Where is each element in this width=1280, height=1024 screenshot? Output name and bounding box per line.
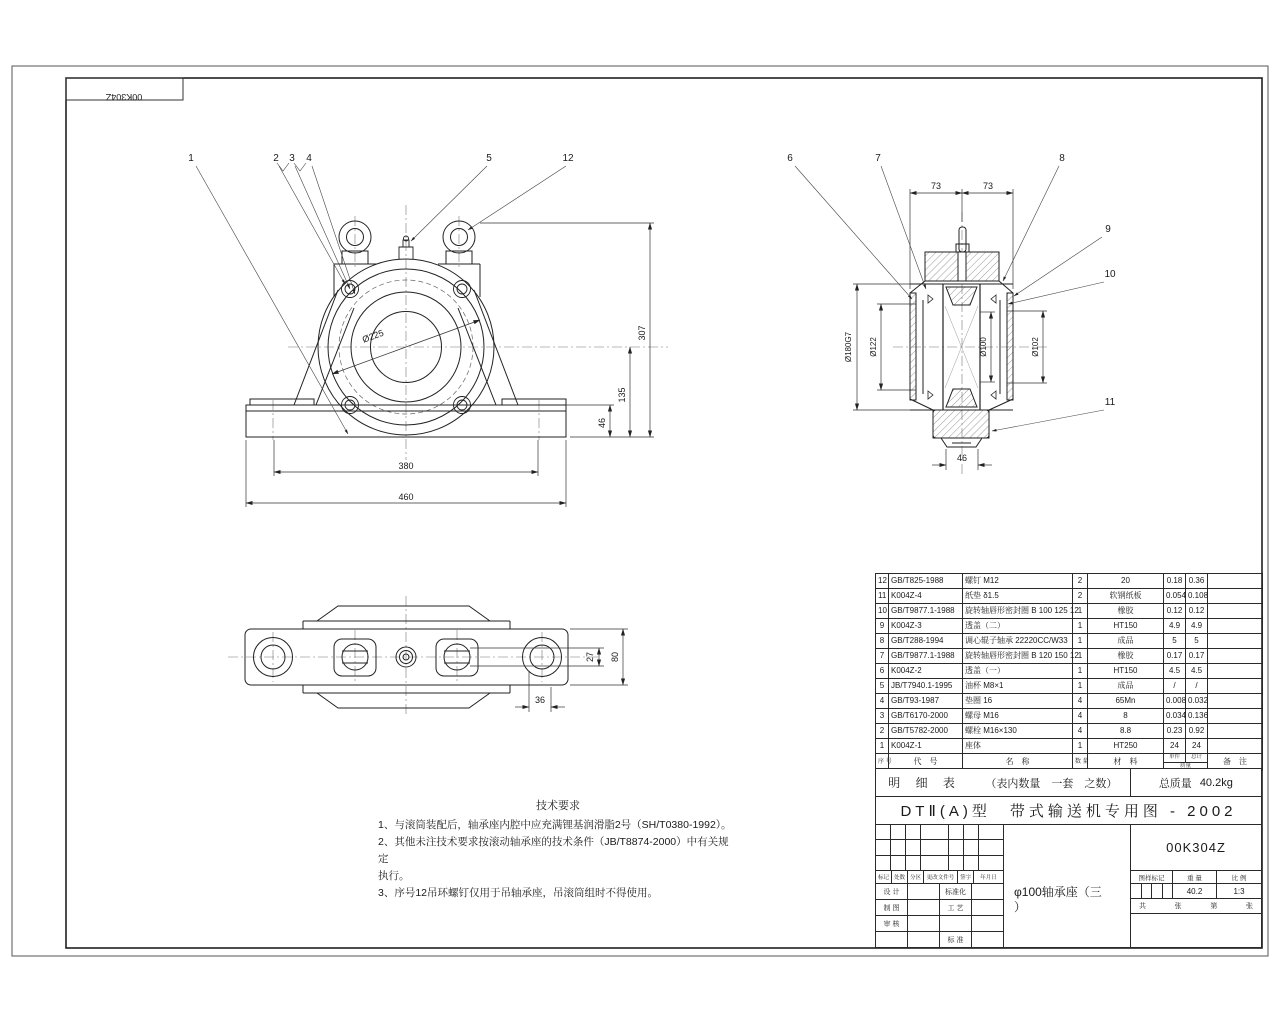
svg-text:8: 8 xyxy=(1059,153,1065,164)
part-qty: 4 xyxy=(1073,709,1088,724)
mark-cells xyxy=(1131,884,1173,898)
part-note xyxy=(1208,679,1263,694)
part-name: 透盖（二） xyxy=(963,619,1073,634)
front-view-dims xyxy=(246,223,654,507)
parts-list-table xyxy=(875,573,1263,771)
part-name: 螺钉 M12 xyxy=(963,574,1073,589)
svg-text:6: 6 xyxy=(787,153,793,164)
parts-row xyxy=(876,679,1263,694)
part-material: 软钢纸板 xyxy=(1088,589,1164,604)
part-title xyxy=(1004,871,1131,947)
part-note xyxy=(1208,604,1263,619)
part-material: HT250 xyxy=(1088,739,1164,754)
part-no: 3 xyxy=(876,709,889,724)
part-code: GB/T6170-2000 xyxy=(889,709,963,724)
scale-header: 比 例 xyxy=(1231,874,1247,882)
part-no: 7 xyxy=(876,649,889,664)
rev-header: 签字 xyxy=(958,871,974,883)
part-no: 9 xyxy=(876,619,889,634)
role-design: 设 计 xyxy=(876,884,908,900)
drawing-series-title: DTⅡ(A)型 带式输送机专用图 - 2002 xyxy=(875,797,1262,825)
tech-req-title: 技术要求 xyxy=(536,800,580,812)
part-note xyxy=(1208,574,1263,589)
part-qty: 1 xyxy=(1073,634,1088,649)
drawing-code: 00K304Z xyxy=(1130,825,1261,871)
part-code: GB/T825-1988 xyxy=(889,574,963,589)
svg-text:Ø180G7: Ø180G7 xyxy=(844,331,853,363)
plan-view-dim-labels xyxy=(535,652,620,705)
part-no: 1 xyxy=(876,739,889,754)
part-material: 成品 xyxy=(1088,634,1164,649)
part-total-weight: 4.9 xyxy=(1186,619,1208,634)
part-code: GB/T9877.1-1988 xyxy=(889,649,963,664)
part-name-line1: φ100轴承座（三 xyxy=(1014,885,1102,899)
section-view xyxy=(893,212,1050,476)
svg-text:1: 1 xyxy=(188,153,194,164)
parts-row xyxy=(876,619,1263,634)
rev-header: 更改文件号 xyxy=(924,871,958,883)
svg-text:80: 80 xyxy=(610,651,620,663)
part-unit-weight: 4.5 xyxy=(1164,664,1186,679)
svg-text:2: 2 xyxy=(273,153,279,164)
part-no: 6 xyxy=(876,664,889,679)
part-unit-weight: 0.12 xyxy=(1164,604,1186,619)
svg-text:Ø122: Ø122 xyxy=(869,337,878,357)
part-note xyxy=(1208,709,1263,724)
svg-text:73: 73 xyxy=(930,181,942,191)
parts-row xyxy=(876,724,1263,739)
sheet-count-row xyxy=(1131,899,1261,914)
detail-table-label: 明 细 表 xyxy=(888,776,961,790)
part-material: 橡胶 xyxy=(1088,649,1164,664)
part-material: 橡胶 xyxy=(1088,604,1164,619)
weight-value: 40.2 xyxy=(1173,884,1217,898)
front-view-callout-labels xyxy=(188,153,574,164)
svg-text:46: 46 xyxy=(956,453,968,463)
part-unit-weight: 24 xyxy=(1164,739,1186,754)
sheets-label: 张 xyxy=(1174,903,1182,910)
part-note xyxy=(1208,724,1263,739)
parts-row xyxy=(876,604,1263,619)
weight-header: 重 量 xyxy=(1173,871,1217,883)
svg-text:36: 36 xyxy=(534,695,546,705)
part-unit-weight: 0.054 xyxy=(1164,589,1186,604)
svg-text:9: 9 xyxy=(1105,224,1111,235)
part-total-weight: 0.108 xyxy=(1186,589,1208,604)
part-material: 8 xyxy=(1088,709,1164,724)
part-no: 12 xyxy=(876,574,889,589)
section-view-callouts xyxy=(795,166,1104,431)
col-header-code: 代 号 xyxy=(889,754,963,771)
role-process: 工 艺 xyxy=(940,900,972,916)
part-qty: 4 xyxy=(1073,724,1088,739)
weight-scale-block xyxy=(1131,871,1261,947)
plan-view-dims xyxy=(470,629,628,712)
part-unit-weight: 0.18 xyxy=(1164,574,1186,589)
tech-req-line: 3、序号12吊环螺钉仅用于吊轴承座，吊滚筒组时不得使用。 xyxy=(378,887,659,899)
part-note xyxy=(1208,634,1263,649)
blank-cell xyxy=(1004,825,1130,871)
role-standard: 标 准 xyxy=(940,932,972,948)
svg-text:73: 73 xyxy=(982,181,994,191)
svg-text:135: 135 xyxy=(617,387,627,403)
rev-header: 标记 xyxy=(876,871,892,883)
svg-text:4: 4 xyxy=(306,153,312,164)
part-no: 4 xyxy=(876,694,889,709)
part-name: 透盖（一） xyxy=(963,664,1073,679)
part-name: 油杯 M8×1 xyxy=(963,679,1073,694)
col-header-qty: 数 量 xyxy=(1073,754,1088,771)
part-name: 螺母 M16 xyxy=(963,709,1073,724)
role-standardization: 标准化 xyxy=(940,884,972,900)
svg-text:3: 3 xyxy=(289,153,295,164)
parts-row xyxy=(876,574,1263,589)
part-note xyxy=(1208,664,1263,679)
part-unit-weight: 4.9 xyxy=(1164,619,1186,634)
part-note xyxy=(1208,694,1263,709)
part-code: GB/T5782-2000 xyxy=(889,724,963,739)
parts-row xyxy=(876,664,1263,679)
rev-header: 年月日 xyxy=(974,871,1004,883)
part-code: K004Z-2 xyxy=(889,664,963,679)
part-material: 65Mn xyxy=(1088,694,1164,709)
corner-code: 00K304Z xyxy=(105,92,143,102)
part-no: 2 xyxy=(876,724,889,739)
revision-grid xyxy=(876,825,1004,871)
signature-block xyxy=(876,871,1004,947)
part-material: HT150 xyxy=(1088,664,1164,679)
part-no: 10 xyxy=(876,604,889,619)
part-name: 旋转轴唇形密封圈 B 120 150 12 xyxy=(963,649,1073,664)
svg-text:Ø225: Ø225 xyxy=(360,327,386,345)
svg-text:Ø102: Ø102 xyxy=(1031,337,1040,357)
svg-text:5: 5 xyxy=(486,153,492,164)
parts-row xyxy=(876,694,1263,709)
part-unit-weight: 0.008 xyxy=(1164,694,1186,709)
quantity-note: （表内数量 一套 之数） xyxy=(985,777,1118,790)
parts-row xyxy=(876,649,1263,664)
sheet-no-label: 第 xyxy=(1210,903,1218,910)
tech-req-line: 执行。 xyxy=(378,870,410,882)
part-material: 成品 xyxy=(1088,679,1164,694)
scale-value: 1:3 xyxy=(1233,886,1245,896)
part-code: GB/T288-1994 xyxy=(889,634,963,649)
part-qty: 1 xyxy=(1073,664,1088,679)
rev-header: 分区 xyxy=(908,871,924,883)
part-name: 座体 xyxy=(963,739,1073,754)
svg-text:12: 12 xyxy=(562,153,574,164)
part-note xyxy=(1208,739,1263,754)
col-header-name: 名 称 xyxy=(963,754,1073,771)
part-name: 螺栓 M16×130 xyxy=(963,724,1073,739)
svg-text:Ø100: Ø100 xyxy=(979,337,988,357)
parts-row xyxy=(876,589,1263,604)
part-unit-weight: / xyxy=(1164,679,1186,694)
part-material: 20 xyxy=(1088,574,1164,589)
part-note xyxy=(1208,619,1263,634)
part-qty: 2 xyxy=(1073,589,1088,604)
col-header-mass: 质量 xyxy=(1179,762,1191,769)
part-qty: 1 xyxy=(1073,619,1088,634)
role-drawn: 制 图 xyxy=(876,900,908,916)
svg-text:380: 380 xyxy=(398,461,414,471)
svg-text:7: 7 xyxy=(875,153,881,164)
parts-row xyxy=(876,739,1263,754)
part-unit-weight: 0.17 xyxy=(1164,649,1186,664)
revision-grid-zone xyxy=(875,825,1262,871)
part-qty: 1 xyxy=(1073,679,1088,694)
rev-header: 处数 xyxy=(892,871,908,883)
part-no: 11 xyxy=(876,589,889,604)
svg-text:460: 460 xyxy=(398,492,414,502)
part-total-weight: 24 xyxy=(1186,739,1208,754)
part-name: 垫圈 16 xyxy=(963,694,1073,709)
part-code: JB/T7940.1-1995 xyxy=(889,679,963,694)
sheets-label2: 张 xyxy=(1245,903,1253,910)
svg-text:11: 11 xyxy=(1104,397,1116,408)
tech-req-line: 2、其他未注技术要求按滚动轴承座的技术条件（JB/T8874-2000）中有关规定 xyxy=(378,836,729,865)
part-qty: 1 xyxy=(1073,604,1088,619)
parts-row xyxy=(876,709,1263,724)
svg-text:307: 307 xyxy=(637,325,647,341)
part-code: GB/T9877.1-1988 xyxy=(889,604,963,619)
summary-row xyxy=(875,768,1262,797)
part-code: GB/T93-1987 xyxy=(889,694,963,709)
part-qty: 1 xyxy=(1073,649,1088,664)
svg-text:46: 46 xyxy=(597,417,607,429)
col-header-total: 总计 xyxy=(1190,754,1202,760)
col-header-no: 序 号 xyxy=(876,754,889,771)
part-total-weight: 0.12 xyxy=(1186,604,1208,619)
part-qty: 2 xyxy=(1073,574,1088,589)
part-name: 纸垫 δ1.5 xyxy=(963,589,1073,604)
part-total-weight: 0.17 xyxy=(1186,649,1208,664)
part-unit-weight: 0.23 xyxy=(1164,724,1186,739)
tech-req-line: 1、与滚筒装配后，轴承座内腔中应充满锂基润滑脂2号（SH/T0380-1992）。 xyxy=(378,819,732,831)
part-note xyxy=(1208,649,1263,664)
sheets-total-label: 共 xyxy=(1139,903,1146,910)
mark-header: 图样标记 xyxy=(1131,871,1173,883)
parts-row xyxy=(876,634,1263,649)
part-total-weight: 4.5 xyxy=(1186,664,1208,679)
total-mass-value: 40.2kg xyxy=(1199,776,1233,789)
part-total-weight: / xyxy=(1186,679,1208,694)
part-name: 调心辊子轴承 22220CC/W33 xyxy=(963,634,1073,649)
part-qty: 1 xyxy=(1073,739,1088,754)
part-total-weight: 5 xyxy=(1186,634,1208,649)
part-total-weight: 0.032 xyxy=(1186,694,1208,709)
part-code: K004Z-4 xyxy=(889,589,963,604)
part-total-weight: 0.136 xyxy=(1186,709,1208,724)
part-name-line2: ） xyxy=(1014,900,1027,914)
technical-requirements xyxy=(378,798,738,902)
part-no: 5 xyxy=(876,679,889,694)
svg-text:27: 27 xyxy=(585,651,595,663)
part-code: K004Z-3 xyxy=(889,619,963,634)
part-qty: 4 xyxy=(1073,694,1088,709)
part-total-weight: 0.36 xyxy=(1186,574,1208,589)
part-code: K004Z-1 xyxy=(889,739,963,754)
part-no: 8 xyxy=(876,634,889,649)
part-total-weight: 0.92 xyxy=(1186,724,1208,739)
col-header-material: 材 料 xyxy=(1088,754,1164,771)
part-material: HT150 xyxy=(1088,619,1164,634)
part-note xyxy=(1208,589,1263,604)
col-header-unit: 单件 xyxy=(1164,754,1186,762)
svg-text:10: 10 xyxy=(1104,269,1116,280)
title-block xyxy=(875,871,1262,948)
part-name: 旋转轴唇形密封圈 B 100 125 12 xyxy=(963,604,1073,619)
role-checked: 审 核 xyxy=(876,916,908,932)
total-mass-label: 总质量 xyxy=(1158,777,1192,790)
part-unit-weight: 0.034 xyxy=(1164,709,1186,724)
part-material: 8.8 xyxy=(1088,724,1164,739)
part-unit-weight: 5 xyxy=(1164,634,1186,649)
col-header-note: 备 注 xyxy=(1208,754,1263,771)
